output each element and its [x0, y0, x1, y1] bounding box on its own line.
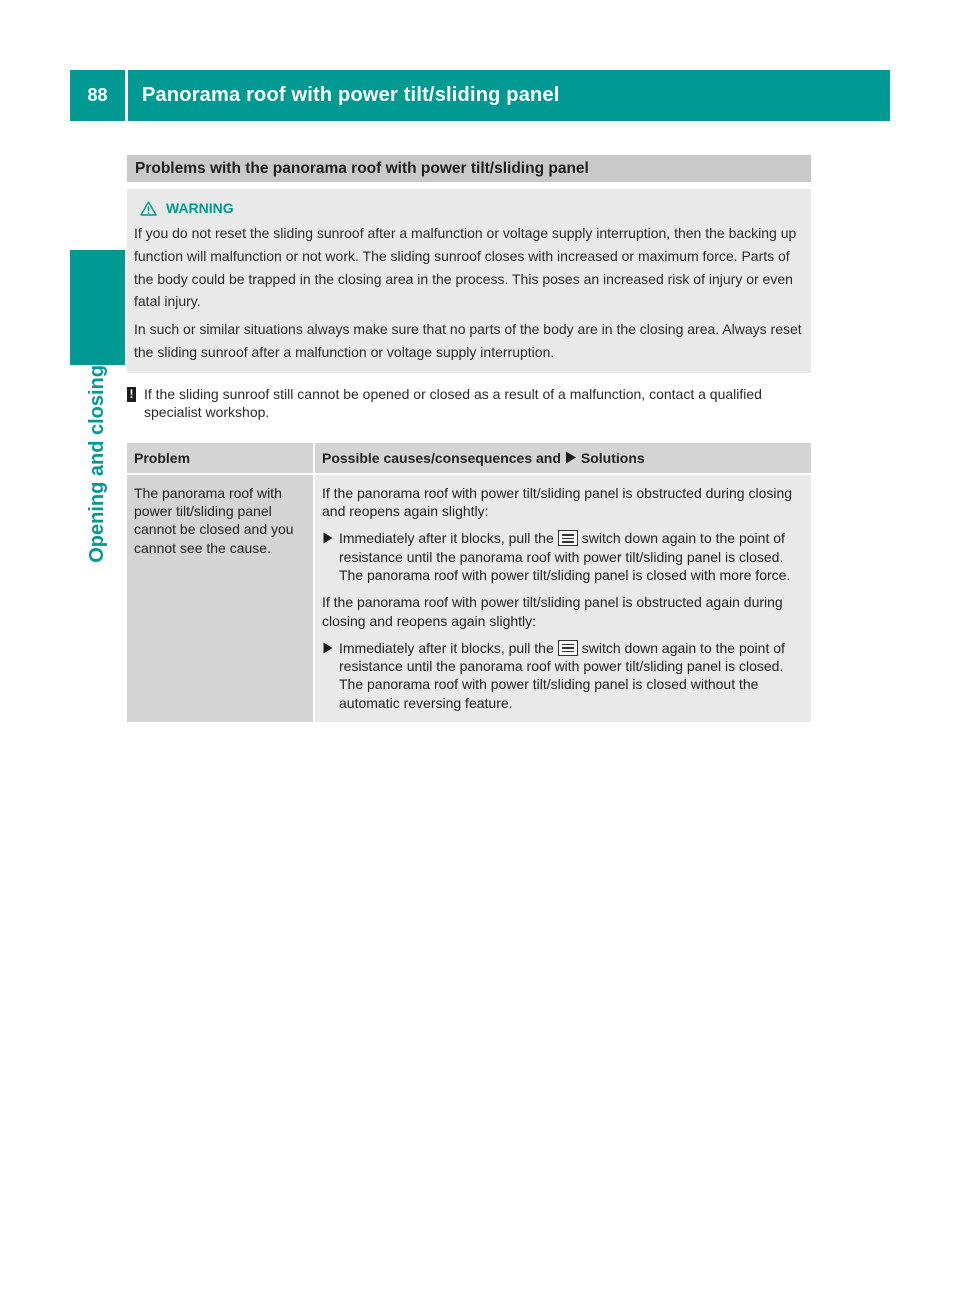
- solution-intro-1: If the panorama roof with power tilt/sliding panel is obstructed during closing and reopens again slightly:: [322, 484, 793, 520]
- section-title: Problems with the panorama roof with power tilt/sliding panel: [127, 155, 811, 182]
- chapter-tab: [70, 250, 125, 365]
- header-problem: Problem: [127, 443, 313, 473]
- problem-cell: The panorama roof with power tilt/sliding panel cannot be closed and you cannot see the cause.: [127, 475, 313, 722]
- solution-cell: [315, 475, 811, 722]
- arrow-right-icon: [565, 451, 577, 464]
- solution-intro-2: If the panorama roof with power tilt/sliding panel is obstructed again during closing and reopens again slightly:: [322, 594, 783, 629]
- warning-paragraph-1: If you do not reset the sliding sunroof after a malfunction or voltage supply interruption, then the backing up function will malfunction or not work. The sliding sunroof closes with increased or maximum force. Parts of the body could be trapped in the closing area in the process. This poses an increased risk of injury or even fatal injury.: [134, 225, 797, 310]
- warning-triangle-icon: [140, 201, 157, 216]
- header-causes-text: Possible causes/consequences and: [322, 449, 561, 466]
- step-2-text-before: Immediately after it blocks, pull the: [339, 639, 554, 656]
- roof-switch-icon: [558, 640, 578, 656]
- warning-paragraph-2: In such or similar situations always make sure that no parts of the body are in the closing area. Always reset the sliding sunroof after a malfunction or voltage supply interruption.: [134, 321, 802, 360]
- chapter-label: [70, 365, 125, 605]
- table-header: [127, 443, 811, 473]
- step-1-text-before: Immediately after it blocks, pull the: [339, 530, 554, 547]
- step-1-result: The panorama roof with power tilt/sliding panel is closed with more force.: [339, 566, 791, 583]
- header-causes: [315, 443, 811, 473]
- solution-step-1: [322, 529, 803, 584]
- roof-switch-icon: [558, 530, 578, 546]
- warning-label: WARNING: [166, 200, 234, 216]
- arrow-right-icon: [323, 642, 333, 654]
- step-2-result: The panorama roof with power tilt/sliding panel is closed without the automatic reversing feature.: [339, 676, 759, 711]
- step-2-text-after: switch down again to the point of resistance until the panorama roof with power tilt/sliding panel is closed.: [339, 639, 785, 675]
- exclamation-icon: !: [127, 387, 136, 402]
- header-solutions-text: Solutions: [580, 449, 645, 466]
- page-title: Panorama roof with power tilt/sliding panel: [128, 70, 890, 121]
- note-text: If the sliding sunroof still cannot be opened or closed as a result of a malfunction, contact a qualified specialist workshop.: [144, 385, 762, 420]
- solution-step-2: [322, 639, 803, 712]
- warning-box: [127, 189, 811, 373]
- warning-header: [134, 198, 803, 218]
- step-1-text-after: switch down again to the point of resistance until the panorama roof with power tilt/sliding panel is closed.: [339, 530, 785, 565]
- arrow-right-icon: [323, 532, 333, 544]
- main-content: [127, 155, 811, 722]
- table-row: [127, 475, 811, 722]
- page-number: 88: [70, 70, 125, 121]
- chapter-label-text: Opening and closing: [86, 365, 108, 563]
- problems-table: [127, 443, 811, 722]
- note: [127, 385, 811, 421]
